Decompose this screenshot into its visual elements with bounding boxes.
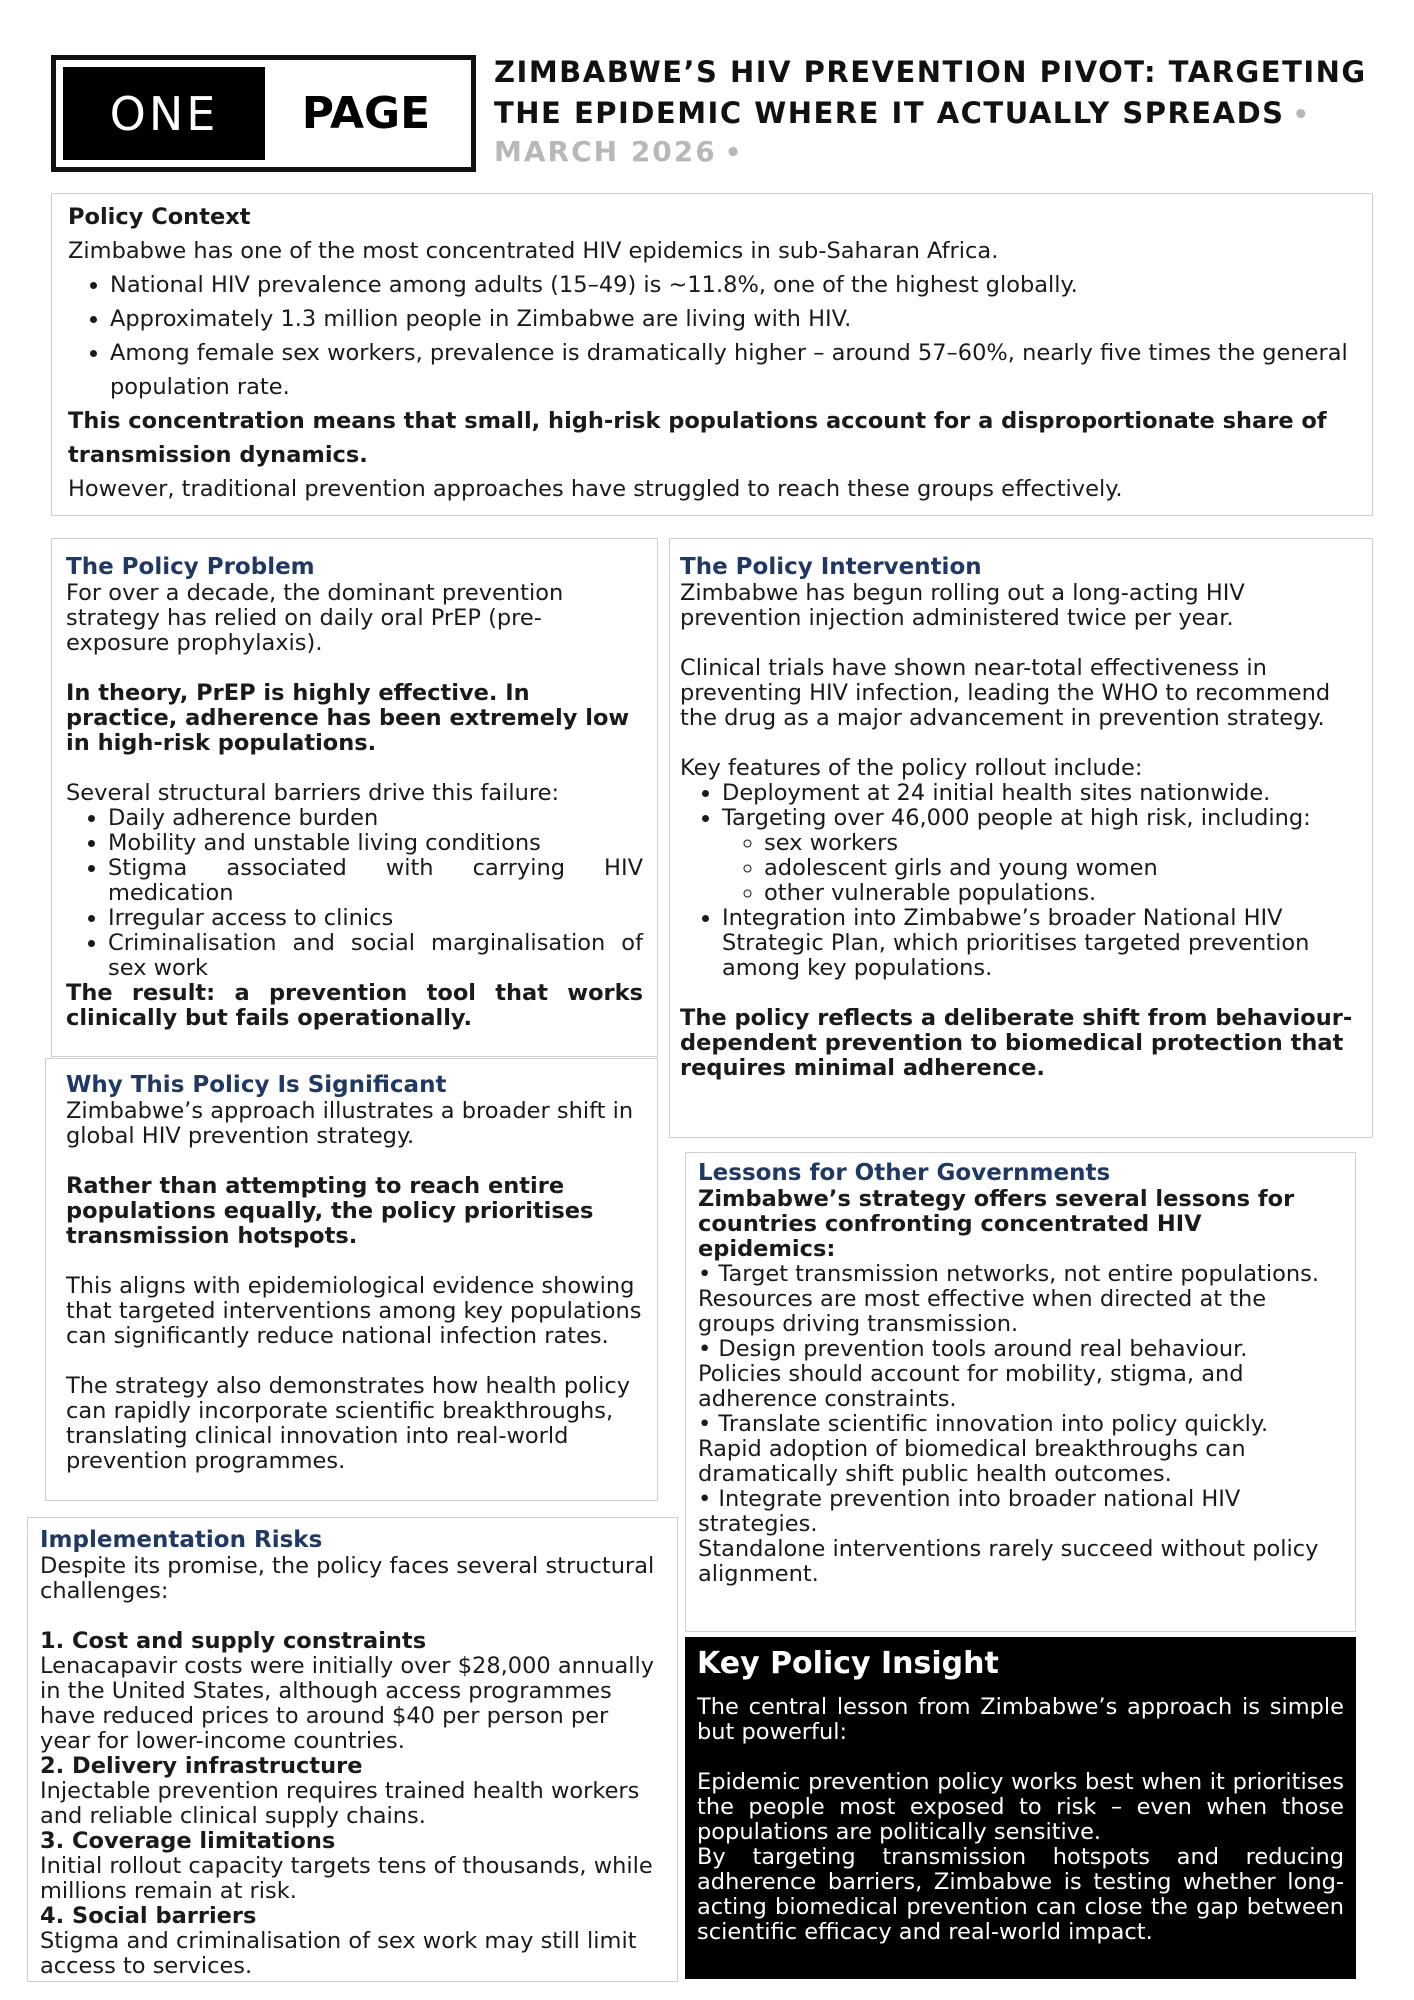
key-insight-heading: Key Policy Insight: [697, 1646, 999, 1681]
risk-text: Stigma and criminalisation of sex work may still limit access to services.: [40, 1928, 637, 1979]
insight-paragraph: By targeting transmission hotspots and reducing adherence barriers, Zimbabwe is testing whether long-acting biomedical prevention can close the gap between scientific efficacy and real-world impact.: [697, 1844, 1344, 1945]
policy-problem-heading: The Policy Problem: [66, 554, 315, 580]
list-item: • Deployment at 24 initial health sites nationwide.: [722, 781, 1358, 806]
date-text: MARCH 2026: [494, 135, 717, 168]
problem-result: The result: a prevention tool that works clinically but fails operationally.: [66, 980, 643, 1031]
lesson-title: • Target transmission networks, not entire populations.: [698, 1261, 1320, 1287]
significance-paragraph: Zimbabwe’s approach illustrates a broader shift in global HIV prevention strategy.: [66, 1098, 634, 1149]
intervention-lead: Key features of the policy rollout include:: [680, 755, 1143, 781]
key-insight-section: [685, 1637, 1356, 1979]
insight-paragraph: Epidemic prevention policy works best when it prioritises the people most exposed to risk – even when those populations are politically sensitive.: [697, 1769, 1344, 1845]
intervention-paragraph: Clinical trials have shown near-total effectiveness in preventing HIV infection, leading the WHO to recommend the drug as a major advancement in prevention strategy.: [680, 655, 1331, 731]
policy-context-section: [51, 193, 1373, 516]
implementation-risks-heading: Implementation Risks: [40, 1527, 323, 1553]
lesson-title: • Design prevention tools around real behaviour.: [698, 1336, 1248, 1362]
implementation-risks-section: [27, 1517, 678, 1982]
lesson-title: • Integrate prevention into broader national HIV strategies.: [698, 1486, 1241, 1537]
lessons-heading: Lessons for Other Governments: [698, 1160, 1111, 1186]
logo-one: ONE: [63, 67, 265, 160]
problem-lead: Several structural barriers drive this failure:: [66, 780, 560, 806]
lesson-text: Resources are most effective when directed at the groups driving transmission.: [698, 1286, 1267, 1337]
target-group-list: [722, 831, 1358, 906]
intervention-paragraph: Zimbabwe has begun rolling out a long-acting HIV prevention injection administered twice per year.: [680, 580, 1245, 631]
list-item: • National HIV prevalence among adults (15–49) is ~11.8%, one of the highest globally.: [110, 268, 1356, 302]
list-item: • Irregular access to clinics: [108, 906, 643, 931]
context-bullet-list: [68, 268, 1356, 404]
risk-title: 2. Delivery infrastructure: [40, 1753, 363, 1779]
rollout-feature-list: [680, 781, 1358, 981]
list-item: • Daily adherence burden: [108, 806, 643, 831]
lessons-section: [685, 1152, 1356, 1632]
list-item: • Among female sex workers, prevalence is dramatically higher – around 57–60%, nearly five times the general population rate.: [110, 336, 1356, 404]
problem-paragraph: For over a decade, the dominant prevention strategy has relied on daily oral PrEP (pre-exposure prophylaxis).: [66, 580, 564, 656]
risk-title: 4. Social barriers: [40, 1903, 257, 1929]
page-title: [494, 52, 1374, 136]
risk-title: 1. Cost and supply constraints: [40, 1628, 427, 1654]
intervention-emphasis: The policy reflects a deliberate shift from behaviour-dependent prevention to biomedical protection that requires minimal adherence.: [680, 1005, 1353, 1081]
significance-paragraph: This aligns with epidemiological evidence showing that targeted interventions among key populations can significantly reduce national infection rates.: [66, 1273, 642, 1349]
significance-section: [45, 1058, 658, 1501]
list-item: ◦ other vulnerable populations.: [764, 881, 1358, 906]
lesson-title: • Translate scientific innovation into policy quickly.: [698, 1411, 1269, 1437]
risks-intro: Despite its promise, the policy faces several structural challenges:: [40, 1553, 655, 1604]
context-emphasis: This concentration means that small, high-risk populations account for a disproportionate share of transmission dynamics.: [68, 408, 1327, 468]
context-intro: Zimbabwe has one of the most concentrated HIV epidemics in sub-Saharan Africa.: [68, 238, 999, 264]
list-item: • Approximately 1.3 million people in Zimbabwe are living with HIV.: [110, 302, 1356, 336]
risk-title: 3. Coverage limitations: [40, 1828, 336, 1854]
significance-paragraph: The strategy also demonstrates how health policy can rapidly incorporate scientific breakthroughs, translating clinical innovation into real-world prevention programmes.: [66, 1373, 631, 1474]
list-item: • Integration into Zimbabwe’s broader National HIV Strategic Plan, which prioritises targeted prevention among key populations.: [722, 906, 1358, 981]
policy-intervention-section: [669, 538, 1373, 1138]
list-item: ◦ sex workers: [764, 831, 1358, 856]
list-item-text: Targeting over 46,000 people at high risk, including:: [722, 805, 1311, 831]
policy-context-heading: Policy Context: [68, 204, 251, 230]
date-bullet-dot: •: [724, 138, 744, 168]
logo-page: PAGE: [301, 88, 431, 139]
title-line-2: THE EPIDEMIC WHERE IT ACTUALLY SPREADS: [494, 96, 1285, 130]
list-item: [722, 806, 1358, 906]
significance-heading: Why This Policy Is Significant: [66, 1072, 447, 1098]
list-item: • Mobility and unstable living conditions: [108, 831, 643, 856]
lesson-text: Policies should account for mobility, stigma, and adherence constraints.: [698, 1361, 1244, 1412]
list-item: • Stigma associated with carrying HIV medication: [108, 856, 643, 906]
publication-date: [494, 135, 743, 168]
context-closing: However, traditional prevention approaches have struggled to reach these groups effectively.: [68, 476, 1123, 502]
risk-text: Initial rollout capacity targets tens of thousands, while millions remain at risk.: [40, 1853, 653, 1904]
brand-logo: [51, 55, 476, 172]
policy-problem-section: [51, 538, 658, 1057]
lesson-text: Standalone interventions rarely succeed without policy alignment.: [698, 1536, 1319, 1587]
list-item: ◦ adolescent girls and young women: [764, 856, 1358, 881]
risk-text: Lenacapavir costs were initially over $28,000 annually in the United States, although access programmes have reduced prices to around $40 per person per year for lower-income countries.: [40, 1653, 655, 1754]
insight-paragraph: The central lesson from Zimbabwe’s approach is simple but powerful:: [697, 1694, 1344, 1745]
risk-text: Injectable prevention requires trained health workers and reliable clinical supply chains.: [40, 1778, 640, 1829]
significance-emphasis: Rather than attempting to reach entire populations equally, the policy prioritises transmission hotspots.: [66, 1173, 594, 1249]
problem-emphasis: In theory, PrEP is highly effective. In practice, adherence has been extremely low in high-risk populations.: [66, 680, 630, 756]
bullet-dot: •: [1292, 100, 1311, 130]
list-item: • Criminalisation and social marginalisation of sex work: [108, 931, 643, 981]
title-line-1: ZIMBABWE’S HIV PREVENTION PIVOT: TARGETING: [494, 55, 1367, 89]
barrier-list: [66, 806, 643, 981]
policy-intervention-heading: The Policy Intervention: [680, 554, 982, 580]
lessons-emphasis: Zimbabwe’s strategy offers several lessons for countries confronting concentrated HIV epidemics:: [698, 1186, 1295, 1262]
lesson-text: Rapid adoption of biomedical breakthroughs can dramatically shift public health outcomes.: [698, 1436, 1246, 1487]
